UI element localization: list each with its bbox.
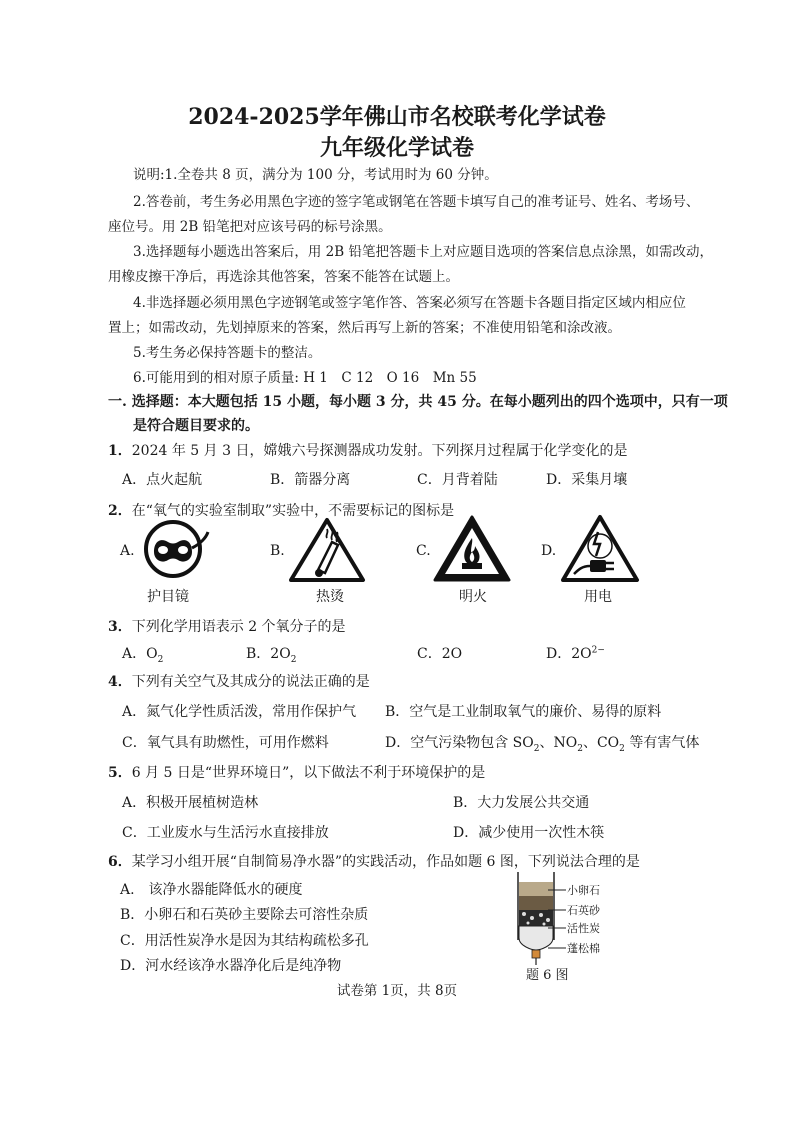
page-footer: 试卷第 1页，共 8页 bbox=[336, 983, 458, 999]
option-c: C．用活性炭净水是因为其结构疏松多孔 bbox=[120, 933, 369, 949]
option-d: D．减少使用一次性木筷 bbox=[453, 825, 605, 841]
question-text: 某学习小组开展“自制简易净水器”的实践活动，作品如题 6 图，下列说法合理的是 bbox=[131, 854, 640, 870]
figure-caption: 题 6 图 bbox=[526, 968, 569, 983]
option-b-letter: B． bbox=[246, 646, 271, 662]
option-c: C．工业废水与生活污水直接排放 bbox=[122, 825, 329, 841]
hot-surface-icon bbox=[288, 516, 366, 584]
question-text: 下列有关空气及其成分的说法正确的是 bbox=[131, 674, 370, 690]
option-a: A．积极开展植树造林 bbox=[122, 795, 259, 811]
note-line: 6.可能用到的相对原子质量: H 1 C 12 O 16 Mn 55 bbox=[133, 370, 477, 386]
option-d-text: 、NO bbox=[539, 735, 578, 751]
option-d: D．河水经该净水器净化后是纯净物 bbox=[120, 958, 342, 974]
icon-caption: 用电 bbox=[584, 589, 612, 605]
option-d-text: 等有害气体 bbox=[624, 735, 700, 751]
question-number: 1． bbox=[108, 443, 132, 459]
option-b: B．箭器分离 bbox=[270, 472, 351, 488]
note-line: 说明:1.全卷共 8 页，满分为 100 分，考试用时为 60 分钟。 bbox=[133, 167, 498, 183]
section-heading: 一. 选择题：本大题包括 15 小题，每小题 3 分，共 45 分。在每小题列出的四个选项中，只有一项 bbox=[108, 394, 728, 410]
question-text: 2024 年 5 月 3 日，嫦娥六号探测器成功发射。下列探月过程属于化学变化的是 bbox=[131, 443, 628, 459]
formula-superscript: 2− bbox=[591, 645, 605, 656]
figure-label: 石英砂 bbox=[567, 904, 600, 917]
question-4 bbox=[108, 671, 370, 691]
question-3 bbox=[108, 616, 346, 636]
option-b: B．空气是工业制取氧气的廉价、易得的原料 bbox=[385, 704, 662, 720]
question-text: 6 月 5 日是“世界环境日”，以下做法不利于环境保护的是 bbox=[131, 765, 486, 781]
option-a: A．氮气化学性质活泼，常用作保护气 bbox=[122, 704, 357, 720]
question-number: 3． bbox=[108, 619, 132, 635]
option-d-letter: D. bbox=[541, 543, 557, 559]
option-a-letter: A. bbox=[120, 543, 135, 559]
question-number: 5． bbox=[108, 765, 132, 781]
option-a: A. 该净水器能降低水的硬度 bbox=[120, 882, 303, 898]
formula-base: O bbox=[146, 646, 158, 662]
option-b: B．大力发展公共交通 bbox=[453, 795, 590, 811]
option-c: C．2O bbox=[417, 646, 463, 662]
option-a bbox=[122, 643, 163, 665]
option-b: B．小卵石和石英砂主要除去可溶性杂质 bbox=[120, 907, 369, 923]
option-d-text: D．空气污染物包含 SO bbox=[385, 735, 534, 751]
figure-label: 蓬松棉 bbox=[567, 942, 600, 955]
option-b bbox=[246, 643, 296, 665]
option-c-letter: C. bbox=[416, 543, 431, 559]
option-d-letter: D． bbox=[546, 646, 572, 662]
question-text: 下列化学用语表示 2 个氧分子的是 bbox=[131, 619, 346, 635]
question-number: 6． bbox=[108, 854, 132, 870]
icon-caption: 明火 bbox=[459, 589, 487, 605]
note-line: 座位号。用 2B 铅笔把对应该号码的标号涂黑。 bbox=[108, 219, 392, 235]
option-a-letter: A． bbox=[122, 646, 147, 662]
question-number: 4． bbox=[108, 674, 132, 690]
note-line: 2.答卷前，考生务必用黑色字迹的签字笔或钢笔在答题卡填写自己的准考证号、姓名、考场号、 bbox=[133, 194, 700, 210]
note-line: 5.考生务必保持答题卡的整洁。 bbox=[133, 345, 322, 361]
question-1 bbox=[108, 440, 627, 460]
option-c: C．月背着陆 bbox=[417, 472, 498, 488]
question-2 bbox=[108, 500, 454, 520]
question-5 bbox=[108, 762, 485, 782]
icon-caption: 护目镜 bbox=[147, 589, 189, 605]
formula-base: 2O bbox=[571, 646, 592, 662]
note-line: 4.非选择题必须用黑色字迹钢笔或签字笔作答、答案必须写在答题卡各题目指定区域内相应位 bbox=[133, 295, 686, 311]
note-line: 3.选择题每小题选出答案后，用 2B 铅笔把答题卡上对应题目选项的答案信息点涂黑，如需改动， bbox=[133, 244, 713, 260]
figure-leader-lines bbox=[548, 884, 568, 954]
option-d: D．采集月壤 bbox=[546, 472, 628, 488]
note-line: 用橡皮擦干净后，再选涂其他答案，答案不能答在试题上。 bbox=[108, 269, 459, 285]
formula-subscript: 2 bbox=[157, 654, 164, 665]
goggles-icon bbox=[140, 518, 210, 580]
option-d-text: 、CO bbox=[582, 735, 620, 751]
icon-caption: 热烫 bbox=[316, 589, 344, 605]
option-c: C．氧气具有助燃性，可用作燃料 bbox=[122, 735, 329, 751]
option-b-letter: B. bbox=[270, 543, 285, 559]
figure-label: 小卵石 bbox=[567, 884, 600, 897]
formula-subscript: 2 bbox=[290, 654, 297, 665]
open-flame-icon bbox=[433, 514, 511, 584]
formula-subscript: 2 bbox=[577, 743, 583, 754]
note-line: 置上；如需改动，先划掉原来的答案，然后再写上新的答案；不准使用铅笔和涂改液。 bbox=[108, 320, 621, 336]
section-heading-cont: 是符合题目要求的。 bbox=[133, 418, 259, 434]
figure-label: 活性炭 bbox=[567, 922, 600, 935]
question-number: 2． bbox=[108, 503, 132, 519]
formula-subscript: 2 bbox=[533, 743, 540, 754]
formula-base: 2O bbox=[270, 646, 291, 662]
option-a: A．点火起航 bbox=[122, 472, 203, 488]
question-text: 在“氧气的实验室制取”实验中，不需要标记的图标是 bbox=[131, 503, 455, 519]
option-d bbox=[385, 732, 699, 754]
electricity-icon bbox=[560, 514, 640, 584]
exam-title: 2024-2025学年佛山市名校联考化学试卷 bbox=[188, 104, 606, 130]
formula-subscript: 2 bbox=[619, 743, 625, 754]
exam-subtitle: 九年级化学试卷 bbox=[319, 135, 474, 161]
option-d bbox=[546, 643, 605, 663]
